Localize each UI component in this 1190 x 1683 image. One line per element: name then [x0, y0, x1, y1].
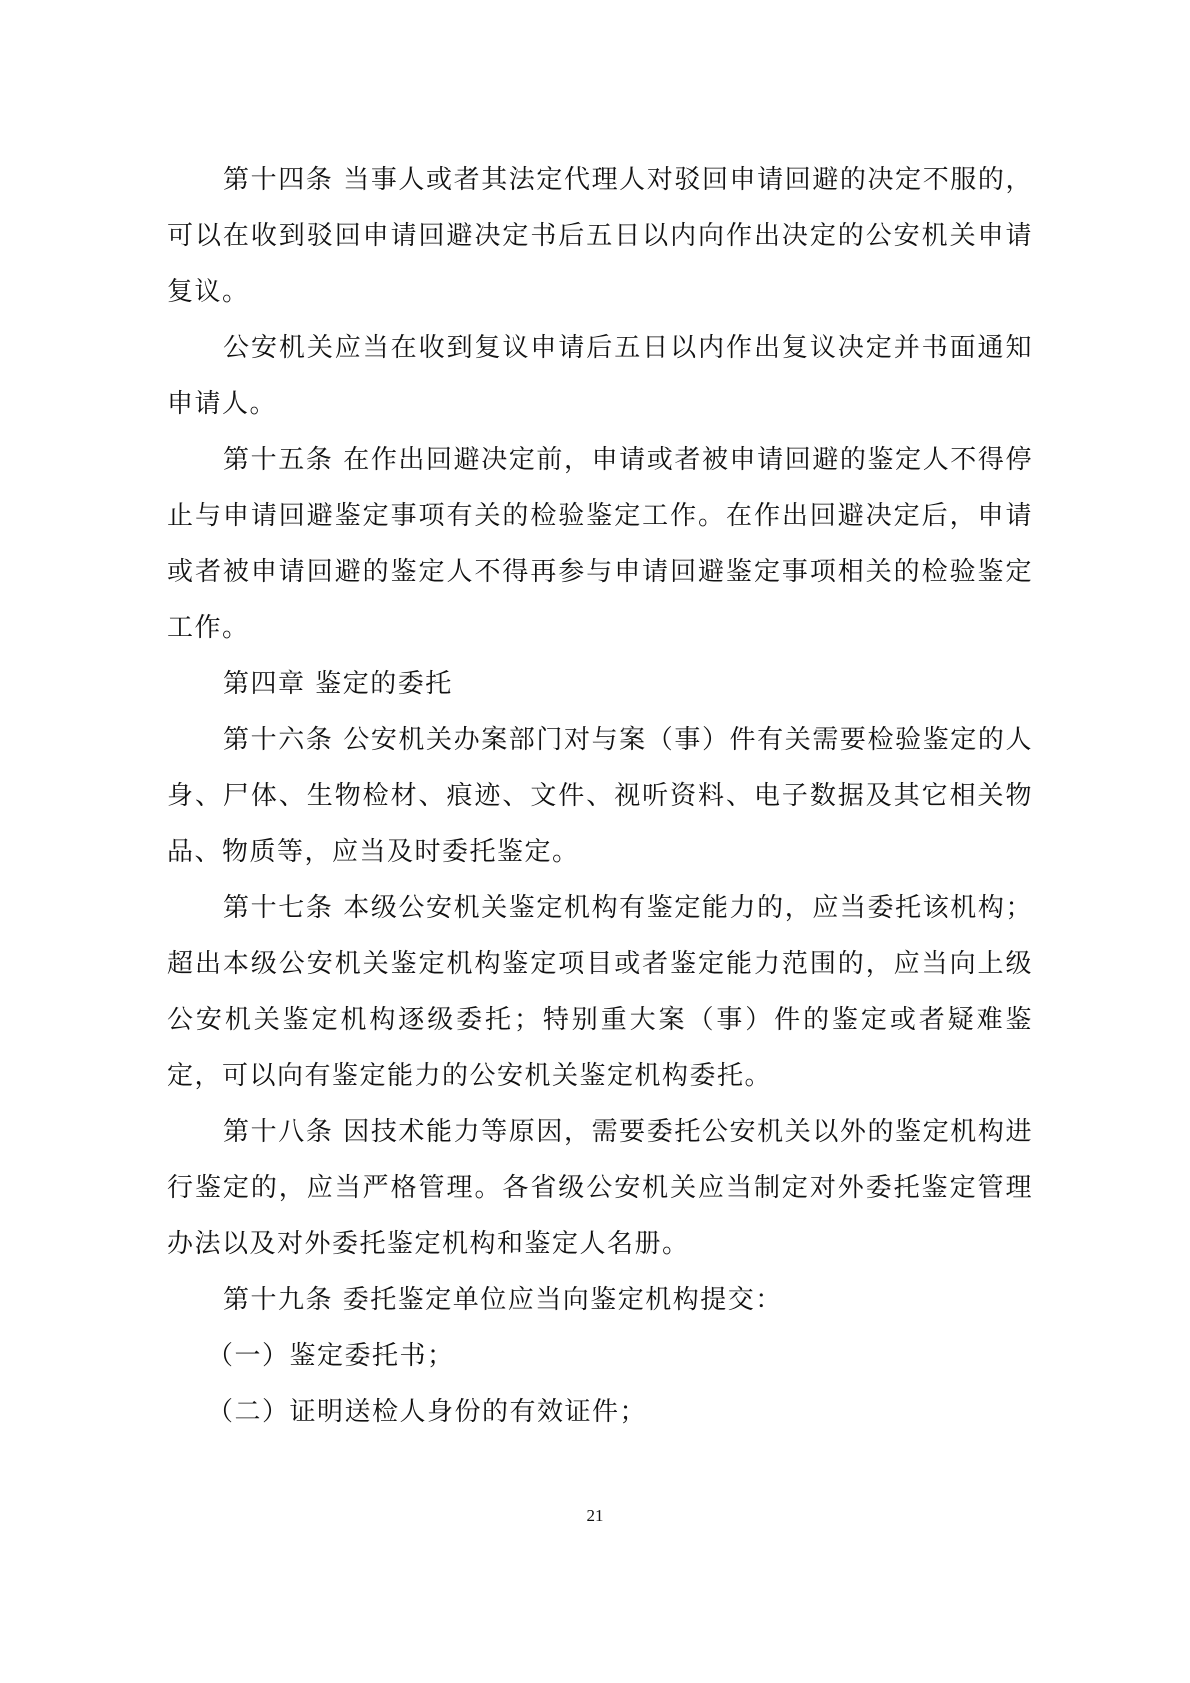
article-14-reconsideration-paragraph: 公安机关应当在收到复议申请后五日以内作出复议决定并书面通知申请人。: [167, 333, 1033, 419]
article-19-paragraph: 第十九条 委托鉴定单位应当向鉴定机构提交：: [223, 1285, 783, 1315]
document-body: [167, 152, 1033, 1440]
list-item-1: （一）鉴定委托书；: [207, 1341, 455, 1371]
article-17-paragraph: 第十七条 本级公安机关鉴定机构有鉴定能力的，应当委托该机构；超出本级公安机关鉴定机构鉴定项目或者鉴定能力范围的，应当向上级公安机关鉴定机构逐级委托；特别重大案（事）件的鉴定或者疑难鉴定，可以向有鉴定能力的公安机关鉴定机构委托。: [167, 893, 1033, 1091]
article-15-paragraph: 第十五条 在作出回避决定前，申请或者被申请回避的鉴定人不得停止与申请回避鉴定事项有关的检验鉴定工作。在作出回避决定后，申请或者被申请回避的鉴定人不得再参与申请回避鉴定事项相关的检验鉴定工作。: [167, 445, 1033, 643]
article-18-paragraph: 第十八条 因技术能力等原因，需要委托公安机关以外的鉴定机构进行鉴定的，应当严格管理。各省级公安机关应当制定对外委托鉴定管理办法以及对外委托鉴定机构和鉴定人名册。: [167, 1117, 1033, 1259]
article-16-paragraph: 第十六条 公安机关办案部门对与案（事）件有关需要检验鉴定的人身、尸体、生物检材、痕迹、文件、视听资料、电子数据及其它相关物品、物质等，应当及时委托鉴定。: [167, 725, 1033, 867]
chapter-4-heading: 第四章 鉴定的委托: [223, 669, 453, 699]
list-item-2: （二）证明送检人身份的有效证件；: [207, 1397, 648, 1427]
page-number: 21: [586, 1506, 604, 1525]
article-14-paragraph: 第十四条 当事人或者其法定代理人对驳回申请回避的决定不服的，可以在收到驳回申请回避决定书后五日以内向作出决定的公安机关申请复议。: [167, 165, 1033, 307]
